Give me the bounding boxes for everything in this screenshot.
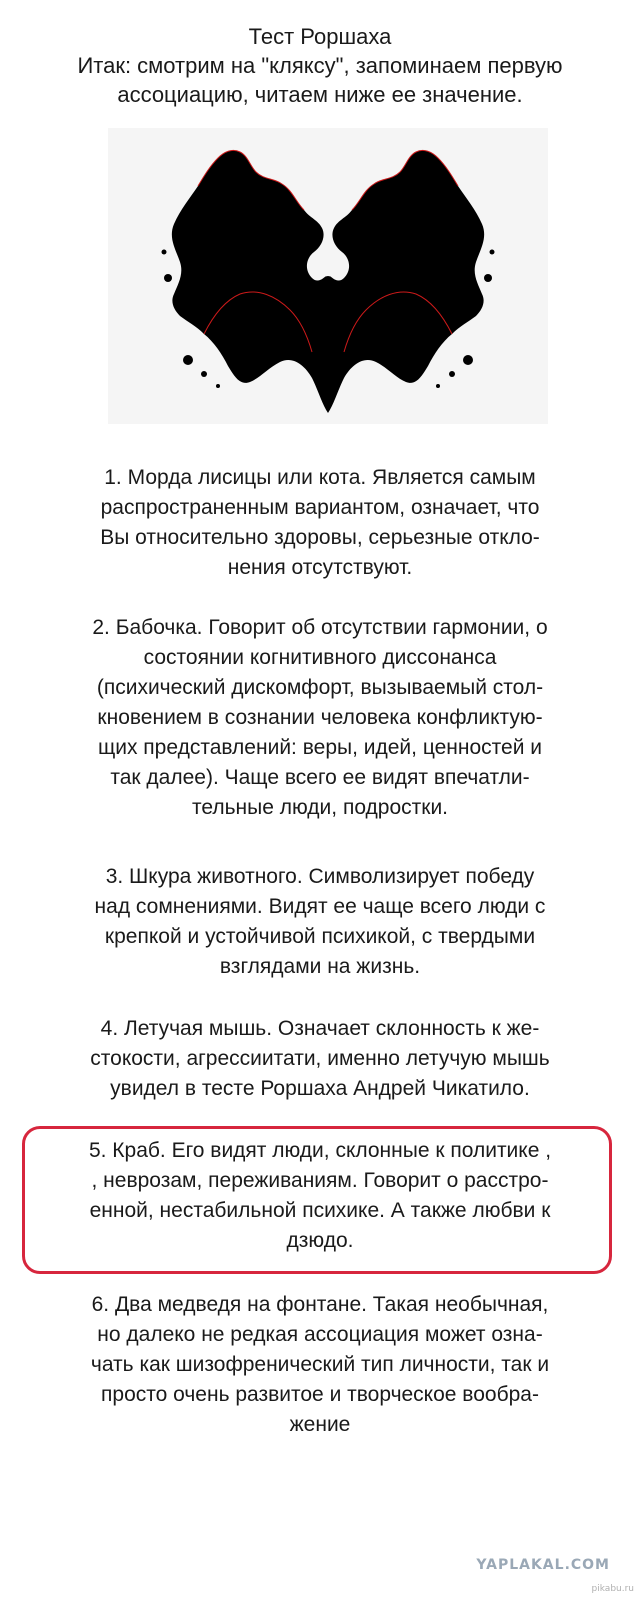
paragraph-line: крепкой и устойчивой психикой, с твердыми (104, 925, 536, 948)
paragraph-line: увидел в тесте Роршаха Андрей Чикатило. (110, 1077, 530, 1100)
paragraph-line: щих представлений: веры, идей, ценностей и (97, 736, 543, 759)
instruction-line-1: Итак: смотрим на "кляксу", запоминаем первую (77, 53, 563, 78)
paragraph-line: дзюдо. (286, 1229, 354, 1252)
paragraph-line: (психический дискомфорт, вызываемый стол- (96, 676, 544, 699)
paragraph-line: 5. Краб. Его видят люди, склонные к политике , (88, 1139, 552, 1162)
paragraph-line: 2. Бабочка. Говорит об отсутствии гармонии, о (92, 616, 548, 639)
paragraph-line: просто очень развитое и творческое вообра- (101, 1383, 539, 1406)
paragraph-line: над сомнениями. Видят ее чаще всего люди с (94, 895, 546, 918)
paragraph-line: кновением в сознании человека конфликтую- (97, 706, 543, 729)
paragraph-line: 6. Два медведя на фонтане. Такая необычная, (91, 1293, 549, 1316)
paragraph-line: жение (289, 1413, 351, 1436)
meaning-paragraph-3 (20, 862, 620, 982)
inkblot-left-half (162, 150, 329, 413)
paragraph-line: распространенным вариантом, означает, что (100, 496, 540, 519)
inkblot-right-half (328, 150, 495, 413)
paragraph-line: 1. Морда лисицы или кота. Является самым (104, 466, 536, 489)
paragraph-line: 4. Летучая мышь. Означает склонность к же- (100, 1017, 540, 1040)
paragraph-line: но далеко не редкая ассоциация может озна- (97, 1323, 543, 1346)
inkblot-image (108, 128, 548, 424)
page-header (0, 22, 640, 109)
paragraph-line: , неврозам, переживаниям. Говорит о расстро- (91, 1169, 549, 1192)
paragraph-line: чать как шизофренический тип личности, так и (90, 1353, 550, 1376)
paragraph-line: Вы относительно здоровы, серьезные откло- (100, 526, 540, 549)
paragraph-line: стокости, агрессиитати, именно летучую мышь (90, 1047, 550, 1070)
meaning-paragraph-5 (20, 1136, 620, 1256)
inkblot-drawing (108, 128, 548, 424)
meaning-paragraph-4 (20, 1014, 620, 1104)
site-watermark: YAPLAKAL.COM (476, 1557, 610, 1573)
paragraph-line: так далее). Чаще всего ее видят впечатли- (110, 766, 530, 789)
meaning-paragraph-6 (20, 1290, 620, 1440)
paragraph-line: енной, нестабильной психике. А также любви к (89, 1199, 551, 1222)
meaning-paragraph-1 (20, 463, 620, 583)
paragraph-line: нения отсутствуют. (227, 556, 413, 579)
paragraph-line: взглядами на жизнь. (219, 955, 421, 978)
paragraph-line: 3. Шкура животного. Символизирует победу (105, 865, 535, 888)
instruction-line-2: ассоциацию, читаем ниже ее значение. (117, 82, 523, 107)
paragraph-line: состоянии когнитивного диссонанса (143, 646, 497, 669)
meaning-paragraph-2 (20, 613, 620, 823)
source-watermark: pikabu.ru (591, 1584, 634, 1594)
paragraph-line: тельные люди, подростки. (191, 796, 449, 819)
page-title: Тест Роршаха (248, 24, 392, 49)
